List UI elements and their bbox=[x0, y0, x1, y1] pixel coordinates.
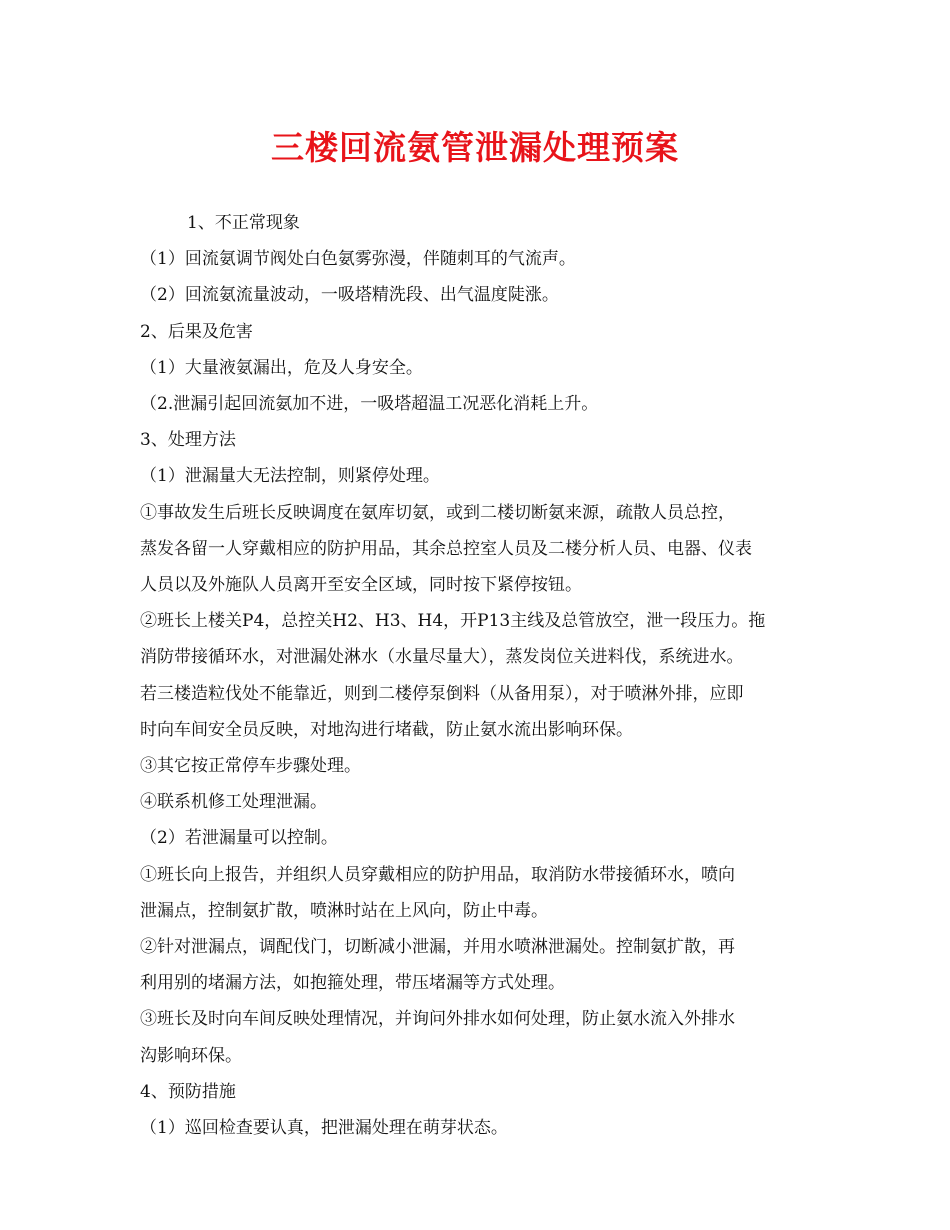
paragraph-line: 蒸发各留一人穿戴相应的防护用品，其余总控室人员及二楼分析人员、电器、仪表 bbox=[140, 538, 752, 559]
paragraph-line: ①事故发生后班长反映调度在氨库切氨，或到二楼切断氨来源，疏散人员总控， bbox=[140, 502, 735, 523]
paragraph-line: ②班长上楼关P4，总控关H2、H3、H4，开P13主线及总管放空，泄一段压力。拖 bbox=[140, 611, 766, 632]
section-heading-prevention: 4、预防措施 bbox=[140, 1081, 236, 1102]
document-title: 三楼回流氨管泄漏处理预案 bbox=[271, 128, 679, 167]
paragraph-line: 人员以及外施队人员离开至安全区域，同时按下紧停按钮。 bbox=[140, 575, 582, 596]
document-body bbox=[140, 205, 815, 1146]
list-item: （1）巡回检查要认真，把泄漏处理在萌芽状态。 bbox=[140, 1118, 508, 1139]
paragraph-line: ③班长及时向车间反映处理情况，并询问外排水如何处理，防止氨水流入外排水 bbox=[140, 1009, 735, 1030]
paragraph-line: 利用别的堵漏方法，如抱箍处理，带压堵漏等方式处理。 bbox=[140, 973, 565, 994]
paragraph-line: 时向车间安全员反映，对地沟进行堵截，防止氨水流出影响环保。 bbox=[140, 719, 633, 740]
paragraph-line: ④联系机修工处理泄漏。 bbox=[140, 792, 327, 813]
section-heading-handling: 3、处理方法 bbox=[140, 430, 236, 451]
section-heading-abnormal: 1、不正常现象 bbox=[187, 213, 300, 233]
list-item: （1）回流氨调节阀处白色氨雾弥漫，伴随刺耳的气流声。 bbox=[140, 249, 576, 270]
list-item: （1）大量液氨漏出，危及人身安全。 bbox=[140, 357, 423, 378]
paragraph-line: ③其它按正常停车步骤处理。 bbox=[140, 756, 361, 777]
paragraph-line: 泄漏点，控制氨扩散，喷淋时站在上风向，防止中毒。 bbox=[140, 900, 548, 921]
paragraph-line: ②针对泄漏点，调配伐门，切断减小泄漏，并用水喷淋泄漏处。控制氨扩散，再 bbox=[140, 937, 735, 958]
paragraph-line: ①班长向上报告，并组织人员穿戴相应的防护用品，取消防水带接循环水，喷向 bbox=[140, 864, 735, 885]
list-item: （2.泄漏引起回流氨加不进，一吸塔超温工况恶化消耗上升。 bbox=[140, 394, 599, 415]
section-heading-consequences: 2、后果及危害 bbox=[140, 321, 253, 342]
paragraph-line: 消防带接循环水，对泄漏处淋水（水量尽量大），蒸发岗位关进料伐，系统进水。 bbox=[140, 647, 744, 668]
list-item: （2）若泄漏量可以控制。 bbox=[140, 828, 338, 849]
list-item: （1）泄漏量大无法控制，则紧停处理。 bbox=[140, 466, 440, 487]
paragraph-line: 若三楼造粒伐处不能靠近，则到二楼停泵倒料（从备用泵），对于喷淋外排，应即 bbox=[140, 683, 744, 704]
paragraph-line: 沟影响环保。 bbox=[140, 1045, 242, 1066]
list-item: （2）回流氨流量波动，一吸塔精洗段、出气温度陡涨。 bbox=[140, 285, 559, 306]
